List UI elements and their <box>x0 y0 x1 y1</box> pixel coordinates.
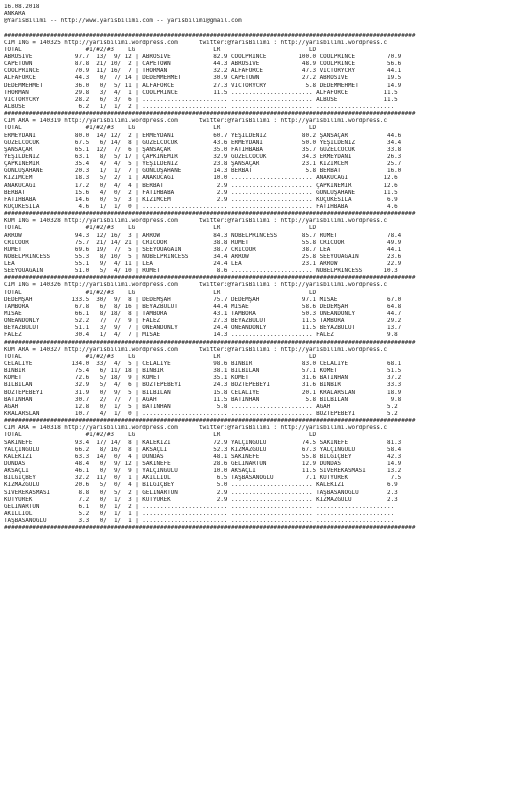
table-row: VICTORYCRY 28.2 6/ 3/ 6 | ........................ ....................... ALBUSE 11.5 <box>4 96 398 103</box>
race-block <box>4 211 525 275</box>
table-row: CRICOOR 75.7 21/ 14/ 21 | CRICOOR 38.8 RUMET 55.8 CRICOOR 49.9 <box>4 239 402 246</box>
race-title: CIM ARA = 140319 http://yarisbilimi.wordpress.com twitter:@YarisBilimi : http://yarisbilimi.wordpress.c <box>4 118 388 125</box>
divider-line: #################################################################################################################### <box>4 111 416 118</box>
race-title: CIM ING = 140326 http://yarisbilimi.wordpress.com twitter:@YarisBilimi : http://yarisbilimi.wordpress.c <box>4 282 388 289</box>
report-date: 16.08.2018 <box>4 4 40 10</box>
table-row: MISAE 66.1 8/ 18/ 8 | TAMBORA 43.1 TAMBORA 50.3 ONEANDONLY 44.7 <box>4 311 402 318</box>
table-row: ALBUSE 6.2 1/ 1/ 2 | ........................ ....................... ...................... <box>4 103 395 110</box>
table-row: KRALARSLAN 10.7 4/ 1/ 0 | ........................ ....................... BOZTEPEBEYİ 5.2 <box>4 411 398 418</box>
divider-line: #################################################################################################################### <box>4 32 416 39</box>
table-row: ABROSIVE 97.7 13/ 9/ 12 | ABROSIVE 82.9 COOLPRINCE 100.0 COOLPRINCE 70.9 <box>4 53 402 60</box>
column-headers: TOTAL #1/#2/#3 LG LR LD <box>4 353 317 360</box>
table-row: ARROW 94.3 12/ 16/ 3 | ARROW 84.3 NOBELPRINCESS 85.7 RUMET 78.4 <box>4 232 402 239</box>
table-row: BİNBİR 75.4 6/ 11/ 18 | BİNBİR 38.1 BİLBİLAN 57.1 KOMET 51.5 <box>4 368 402 375</box>
table-row: THORMAN 29.8 3/ 4/ 1 | COOLPRINCE 11.5 ....................... ALFAFORCE 11.5 <box>4 89 398 96</box>
table-row: BATINHAN 30.7 2/ 7/ 7 | AGAH 11.5 BATINHAN 5.8 BİLBİLAN 9.8 <box>4 396 402 403</box>
race-block <box>4 33 525 112</box>
column-headers: TOTAL #1/#2/#3 LG LR LD <box>4 289 317 296</box>
divider-line: #################################################################################################################### <box>4 275 416 282</box>
table-row: BİLBİLAN 32.9 5/ 4/ 6 | BOZTEPEBEYİ 24.3 BOZTEPEBEYİ 31.6 BİNBİR 33.3 <box>4 382 402 389</box>
table-row: KIZIMCEM 18.3 5/ 2/ 1 | ANAKUCAĞI 10.0 ....................... ANAKUCAĞI 12.6 <box>4 175 398 182</box>
table-row: COOLPRINCE 70.9 11/ 16/ 7 | THORMAN 32.2 ALFAFORCE 47.3 VICTORYCRY 44.1 <box>4 68 402 75</box>
table-row: ONEANDONLY 52.2 7/ 7/ 9 | FALEZ 27.3 BEYAZBULUT 11.5 TAMBORA 29.2 <box>4 318 402 325</box>
table-row: AKILLIOL 5.2 0/ 1/ 1 | ........................ ....................... ...................... <box>4 510 395 517</box>
table-row: ALFAFORCE 44.3 0/ 7/ 14 | DEDEMMEHMET 30.9 CAPETOWN 27.2 ABROSIVE 19.5 <box>4 75 402 82</box>
race-block <box>4 111 525 211</box>
table-row: CAPETOWN 87.8 21/ 10/ 2 | CAPETOWN 44.3 ABROSIVE 48.9 COOLPRINCE 56.6 <box>4 61 402 68</box>
table-row: LEA 55.1 9/ 4/ 11 | LEA 24.4 LEA 23.1 ARROW 22.9 <box>4 261 402 268</box>
column-headers: TOTAL #1/#2/#3 LG LR LD <box>4 432 317 439</box>
table-row: BİLGİÇBEY 32.2 11/ 0/ 1 | AKILLIOL 6.5 TAŞBASANOĞLU 7.1 KUTYÜREK 7.5 <box>4 475 402 482</box>
table-row: TAMBORA 67.8 6/ 8/ 16 | BEYAZBULUT 44.4 MISAE 58.6 DEDEMŞAH 64.8 <box>4 303 402 310</box>
table-row: ŞANSAÇAR 65.1 12/ 7/ 6 | ŞANSAÇAR 35.0 FATİHBABA 35.7 GÜZELCOCUK 33.8 <box>4 146 402 153</box>
table-row: SİVEREKASMASI 8.8 0/ 5/ 2 | GELİNARTUN 2.9 ....................... TAŞBASANOĞLU 2.3 <box>4 489 398 496</box>
divider-line: #################################################################################################################### <box>4 211 416 218</box>
divider-line: #################################################################################################################### <box>4 418 416 425</box>
table-row: DEDEMMEHMET 36.0 0/ 5/ 11 | ALFAFORCE 27.3 VICTORYCRY 5.8 DEDEMMEHMET 14.9 <box>4 82 402 89</box>
column-headers: TOTAL #1/#2/#3 LG LR LD <box>4 46 317 53</box>
table-row: KOMET 72.6 5/ 18/ 9 | KOMET 35.1 KOMET 31.6 BATINHAN 37.2 <box>4 375 402 382</box>
blank-line <box>4 25 525 32</box>
table-row: FALEZ 30.4 1/ 4/ 7 | MISAE 14.3 ....................... FALEZ 9.8 <box>4 332 398 339</box>
column-headers: TOTAL #1/#2/#3 LG LR LD <box>4 225 317 232</box>
table-row: AKSAÇLI 46.1 0/ 9/ 9 | YALÇINGÜLÜ 10.0 AKSAÇLI 11.5 SİVEREKASMASI 13.2 <box>4 468 402 475</box>
race-title: CIM ING = 140325 http://yarisbilimi.wordpress.com twitter:@YarisBilimi : http://yarisbilimi.wordpress.c <box>4 39 388 46</box>
report-city: ANKARA <box>4 11 26 18</box>
table-row: BERBAT 15.6 4/ 0/ 2 | FATİHBABA 2.9 ....................... GÖNLÜŞAHANE 11.5 <box>4 189 398 196</box>
table-row: AGAH 12.8 0/ 1/ 5 | BATINHAN 5.8 ....................... AGAH 5.2 <box>4 403 398 410</box>
table-row: YEŞİLDENİZ 63.1 8/ 5/ 17 | ÇAPKINEMİR 32.9 GÜZELCOCUK 34.3 ERMEYDANI 26.3 <box>4 153 402 160</box>
column-headers: TOTAL #1/#2/#3 LG LR LD <box>4 125 317 132</box>
table-row: SEEYOUAGAIN 51.0 5/ 4/ 10 | RUMET 8.6 ....................... NOBELPRINCESS 10.3 <box>4 268 398 275</box>
contact-line: @YarisBilimi -- http://www.yarisbilimi.com -- yarisbilimi@gmail.com <box>4 18 242 25</box>
race-tables <box>4 33 525 526</box>
table-row: FATİHBABA 14.6 0/ 5/ 3 | KIZIMCEM 2.9 ....................... KÜÇÜKESİLA 6.9 <box>4 196 398 203</box>
table-row: NOBELPRINCESS 55.3 8/ 10/ 5 | NOBELPRINCESS 34.4 ARROW 25.8 SEEYOUAGAIN 23.6 <box>4 253 402 260</box>
table-row: ERMEYDANI 80.0 14/ 12/ 2 | ERMEYDANI 60.7 YEŞİLDENİZ 80.2 ŞANSAÇAR 44.6 <box>4 132 402 139</box>
race-title: KUM ARA = 140327 http://yarisbilimi.wordpress.com twitter:@YarisBilimi : http://yarisbilimi.wordpress.c <box>4 346 388 353</box>
table-row: KALEKIZI 63.3 14/ 0/ 4 | DUNDAS 48.1 SAKİNEFE 55.8 BİLGİÇBEY 42.3 <box>4 453 402 460</box>
table-row: BOZTEPEBEYİ 31.9 0/ 9/ 5 | BİLBİLAN 15.8 CELALİYE 20.1 KRALARSLAN 18.9 <box>4 389 402 396</box>
divider-line: #################################################################################################################### <box>4 525 416 532</box>
report-document <box>4 4 525 532</box>
table-row: GÜZELCOCUK 67.5 6/ 14/ 8 | GÜZELCOCUK 43.6 ERMEYDANI 50.0 YEŞİLDENİZ 34.4 <box>4 139 402 146</box>
race-block <box>4 340 525 419</box>
table-row: SAKİNEFE 93.4 17/ 14/ 8 | KALEKIZI 72.9 YALÇINGÜLÜ 74.5 SAKİNEFE 81.3 <box>4 439 402 446</box>
table-row: TAŞBASANOĞLU 3.3 0/ 1/ 1 | ........................ ....................... ...................... <box>4 518 395 525</box>
race-title: KUM ING = 140328 http://yarisbilimi.wordpress.com twitter:@YarisBilimi : http://yarisbilimi.wordpress.c <box>4 218 388 225</box>
table-row: GÖNLÜŞAHANE 20.3 1/ 1/ 7 | GÖNLÜŞAHANE 14.3 BERBAT 5.8 BERBAT 16.0 <box>4 168 402 175</box>
race-block <box>4 275 525 339</box>
table-row: KIZMAZGÜLÜ 20.6 5/ 0/ 4 | BİLGİÇBEY 5.0 ....................... KALEKIZI 6.9 <box>4 482 398 489</box>
table-row: DEDEMŞAH 133.5 30/ 9/ 8 | DEDEMŞAH 75.7 DEDEMŞAH 97.1 MISAE 67.0 <box>4 296 402 303</box>
table-row: YALÇINGÜLÜ 66.2 8/ 16/ 8 | AKSAÇLI 52.3 KIZMAZGÜLÜ 67.3 YALÇINGÜLÜ 58.4 <box>4 446 402 453</box>
table-row: ÇAPKINEMİR 35.4 4/ 4/ 5 | YEŞİLDENİZ 23.8 ŞANSAÇAR 23.1 KIZIMCEM 25.7 <box>4 161 402 168</box>
table-row: DUNDAS 48.4 0/ 9/ 12 | SAKİNEFE 28.6 GELİNARTUN 12.9 DUNDAS 14.9 <box>4 461 402 467</box>
table-row: BEYAZBULUT 51.1 3/ 9/ 7 | ONEANDONLY 24.4 ONEANDONLY 11.5 BEYAZBULUT 13.7 <box>4 325 402 332</box>
divider-line: #################################################################################################################### <box>4 339 416 346</box>
table-row: ANAKUCAĞI 17.2 0/ 4/ 4 | BERBAT 2.9 ....................... ÇAPKINEMİR 12.6 <box>4 182 398 189</box>
race-title: CIM ARA = 140318 http://yarisbilimi.wordpress.com twitter:@YarisBilimi : http://yarisbilimi.wordpress.c <box>4 425 388 432</box>
race-block <box>4 418 525 525</box>
table-row: CELALİYE 134.0 33/ 4/ 5 | CELALİYE 98.6 BİNBİR 83.0 CELALİYE 68.1 <box>4 361 402 368</box>
table-row: GELİNARTUN 6.1 0/ 1/ 2 | ........................ ....................... ...................... <box>4 503 395 510</box>
table-row: KUTYÜREK 7.2 0/ 1/ 3 | KUTYÜREK 2.9 ....................... KIZMAZGÜLÜ 2.3 <box>4 496 398 503</box>
table-row: KÜÇÜKESİLA 4.6 1/ 1/ 0 | ........................ ....................... FATİHBABA 4.6 <box>4 203 398 210</box>
table-row: RUMET 69.6 19/ 7/ 5 | SEEYOUAGAIN 38.7 CRICOOR 38.7 LEA 44.1 <box>4 246 402 253</box>
